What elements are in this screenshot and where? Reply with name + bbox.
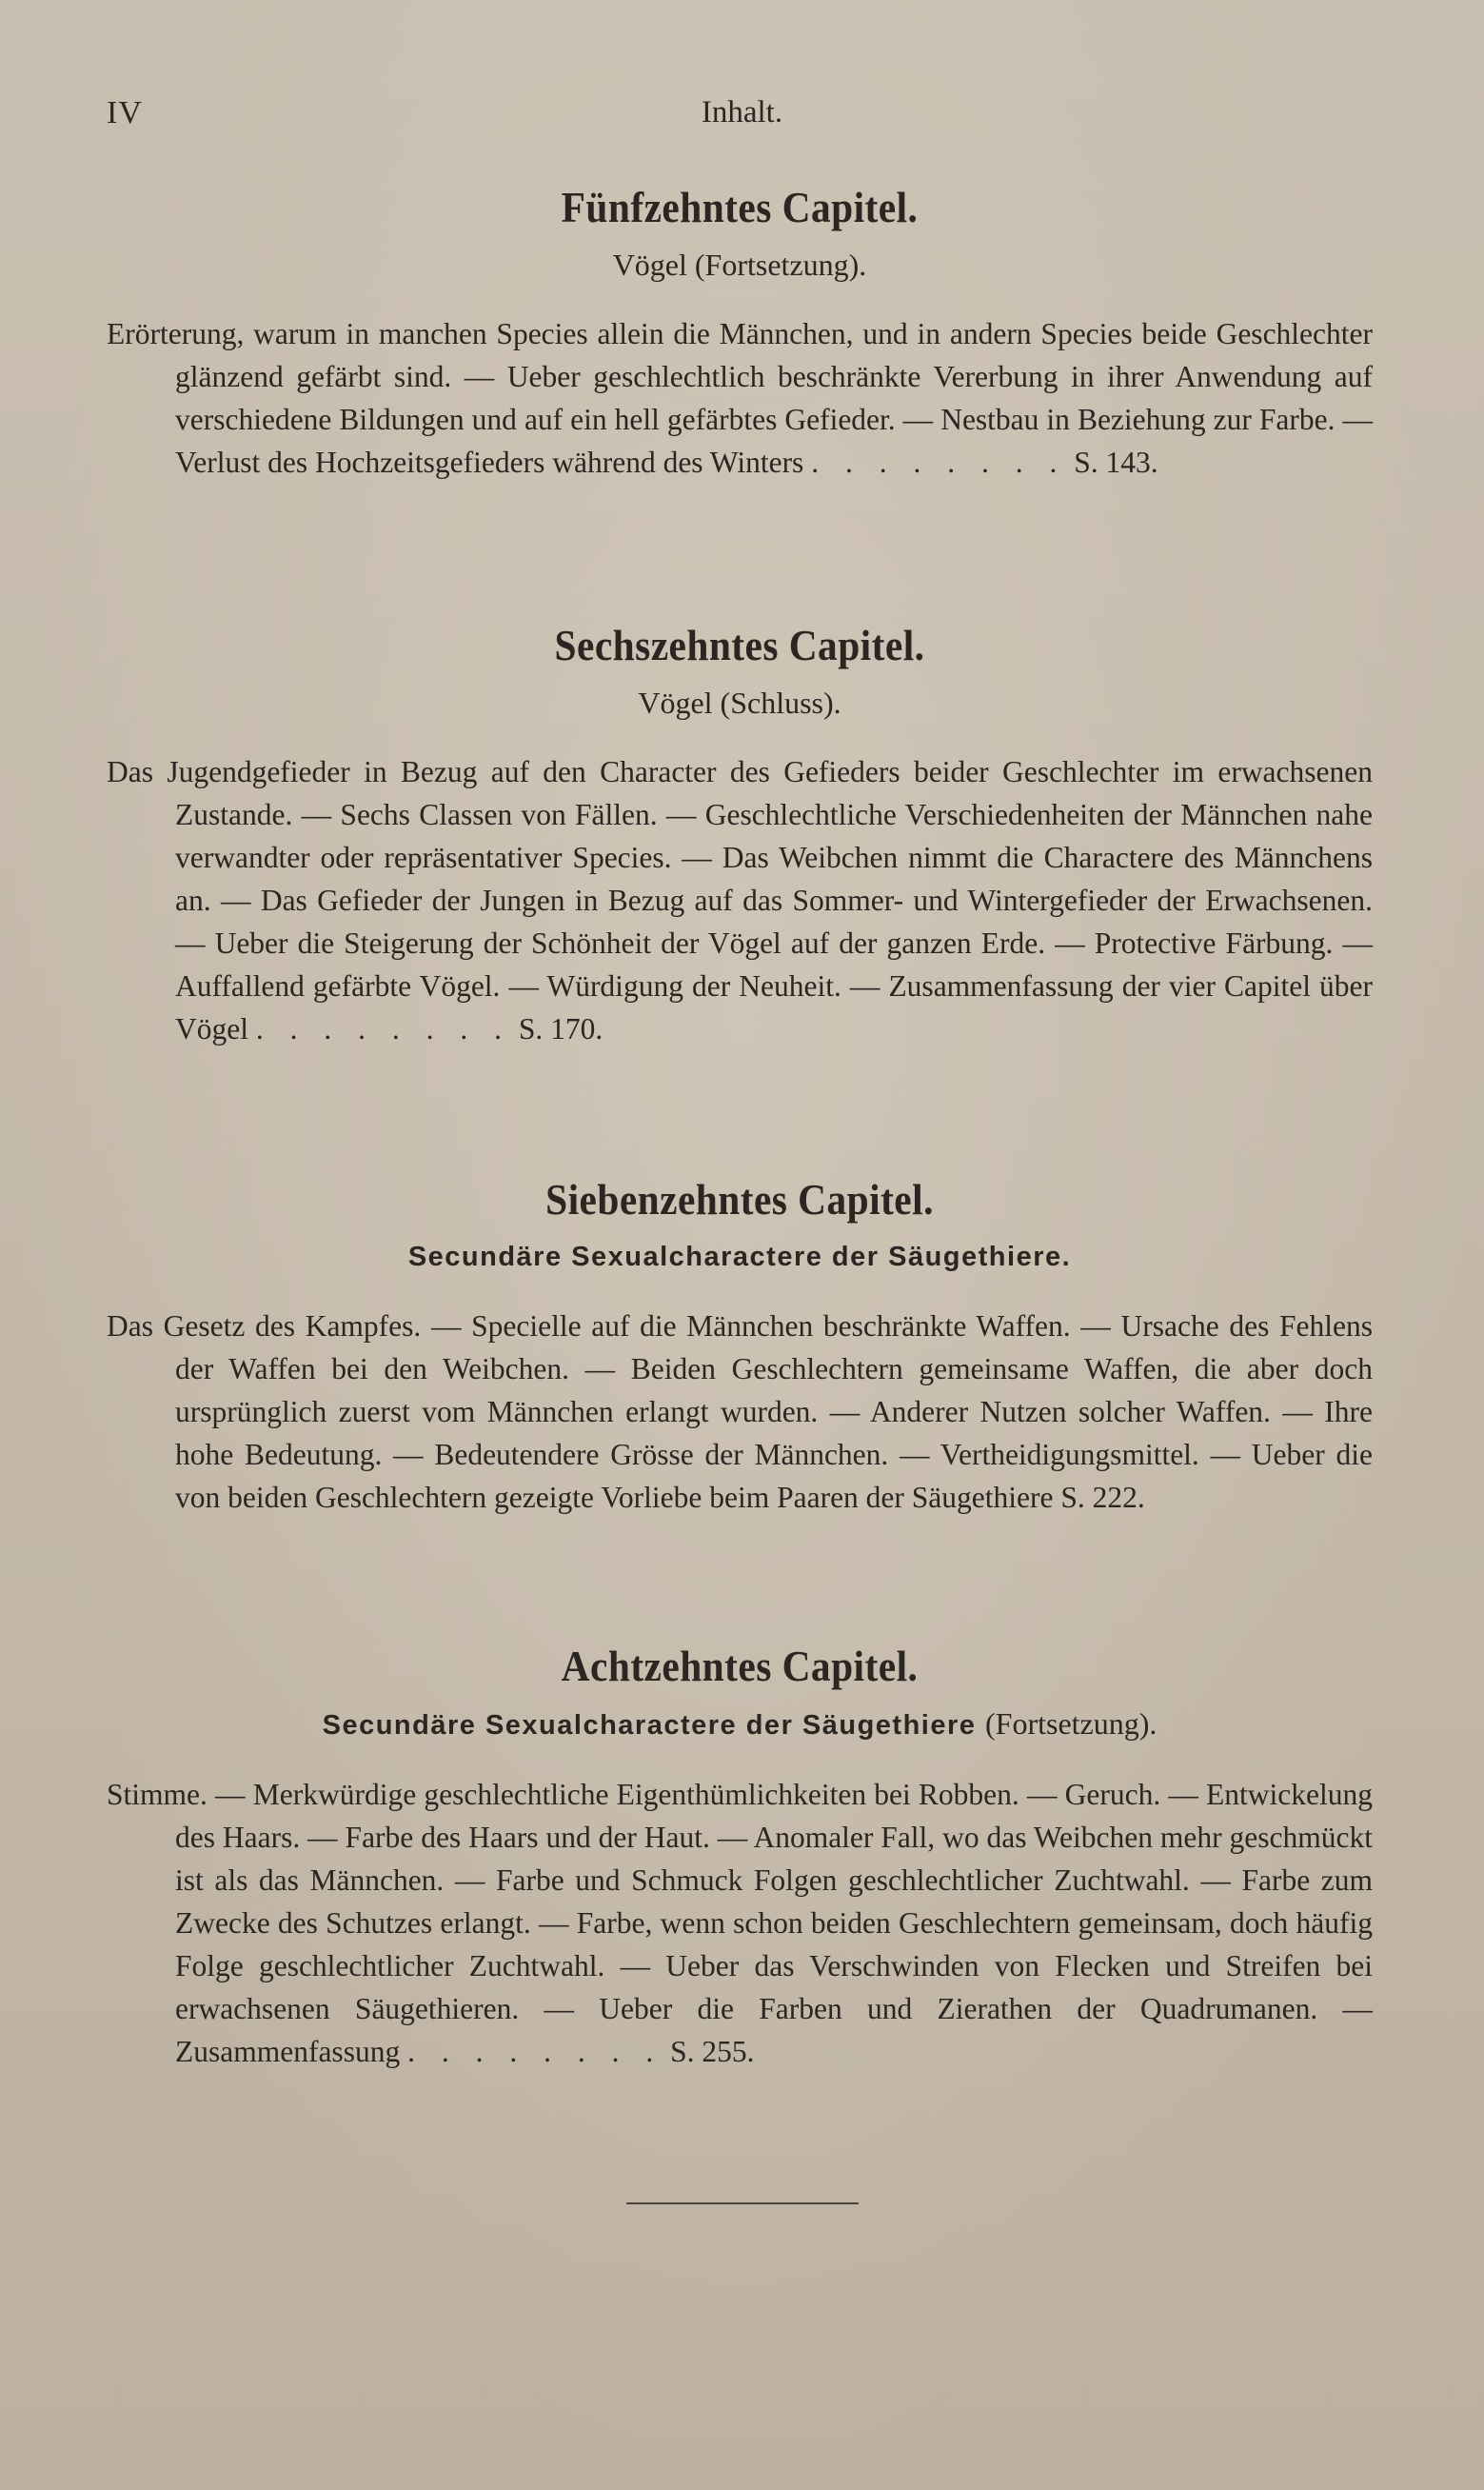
chapter-subtitle-main: Secundäre Sexualcharactere der Säugethiere (322, 1710, 977, 1741)
chapter-17 (107, 1173, 1373, 1549)
dot-leader: . . . . . . . . (255, 1012, 511, 1046)
page-reference: S. 255. (670, 2035, 755, 2068)
page-number: IV (107, 95, 143, 130)
chapter-title: Fünfzehntes Capitel. (561, 183, 919, 231)
chapter-subtitle: Vögel (Schluss). (638, 686, 841, 720)
summary-text: Erörterung, warum in manchen Species allein die Männchen, und in andern Species beide Geschlechter glänzend gefärbt sind. — Ueber geschlechtlich beschränkte Vererbung in ihrer Anwendung auf verschiedene Bildungen und auf ein hell gefärbtes Gefieder. — Nestbau in Beziehung zur Farbe. — Verlust des Hochzeitsgefieders während des Winters (107, 317, 1373, 479)
chapter-15 (107, 181, 1373, 514)
summary-text: Das Gesetz des Kampfes. — Specielle auf die Männchen beschränkte Waffen. — Ursache des Fehlens der Waffen bei den Weibchen. — Beiden Geschlechtern gemeinsame Waffen, die aber doch ursprünglich zuerst vom Männchen erlangt wurden. — Anderer Nutzen solcher Waffen. — Ihre hohe Bedeutung. — Bedeutendere Grösse der Männchen. — Vertheidigungsmittel. — Ueber die von beiden Geschlechtern gezeigte Vorliebe beim Paaren der Säugethiere (107, 1309, 1373, 1514)
page-reference: S. 170. (518, 1012, 603, 1046)
dot-leader: . . . . . . . . (407, 2035, 663, 2068)
running-head (107, 95, 1377, 133)
chapter-subtitle (107, 1704, 1373, 1744)
chapter-18 (107, 1640, 1373, 2103)
chapter-title: Siebenzehntes Capitel. (545, 1175, 934, 1224)
chapter-summary (107, 312, 1373, 484)
page-reference: S. 222. (1060, 1481, 1145, 1514)
summary-text: Stimme. — Merkwürdige geschlechtliche Eigenthümlichkeiten bei Robben. — Geruch. — Entwickelung des Haars. — Farbe des Haars und der Haut. — Anomaler Fall, wo das Weibchen mehr geschmückt ist als das Männchen. — Farbe und Schmuck Folgen geschlechtlicher Zuchtwahl. — Farbe zum Zwecke des Schutzes erlangt. — Farbe, wenn schon beiden Geschlechtern gemeinsam, doch häufig Folge geschlechtlicher Zuchtwahl. — Ueber das Verschwinden von Flecken und Streifen bei erwachsenen Säugethieren. — Ueber die Farben und Zierathen der Quadrumanen. — Zusammenfassung (107, 1778, 1373, 2068)
running-title: Inhalt. (701, 95, 783, 129)
chapter-subtitle: Secundäre Sexualcharactere der Säugethiere. (407, 1242, 1072, 1272)
chapter-subtitle-extra: (Fortsetzung). (984, 1706, 1158, 1741)
chapter-title: Achtzehntes Capitel. (561, 1642, 919, 1690)
summary-text: Das Jugendgefieder in Bezug auf den Character des Gefieders beider Geschlechter im erwachsenen Zustande. — Sechs Classen von Fällen. — Geschlechtliche Verschiedenheiten der Männchen nahe verwandter oder repräsentativer Species. — Das Weibchen nimmt die Charactere des Männchens an. — Das Gefieder der Jungen in Bezug auf das Sommer- und Wintergefieder der Erwachsenen. — Ueber die Steigerung der Schönheit der Vögel auf der ganzen Erde. — Protective Färbung. — Auffallend gefärbte Vögel. — Würdigung der Neuheit. — Zusammenfassung der vier Capitel über Vögel (107, 755, 1373, 1046)
chapter-16 (107, 619, 1373, 1081)
chapter-title: Sechszehntes Capitel. (554, 621, 925, 669)
chapter-summary (107, 1305, 1373, 1519)
chapter-summary (107, 1773, 1373, 2073)
dot-leader: . . . . . . . . (811, 446, 1067, 479)
page-reference: S. 143. (1074, 446, 1158, 479)
chapter-subtitle: Vögel (Fortsetzung). (612, 248, 867, 282)
chapter-summary (107, 750, 1373, 1050)
end-rule (626, 2202, 859, 2204)
